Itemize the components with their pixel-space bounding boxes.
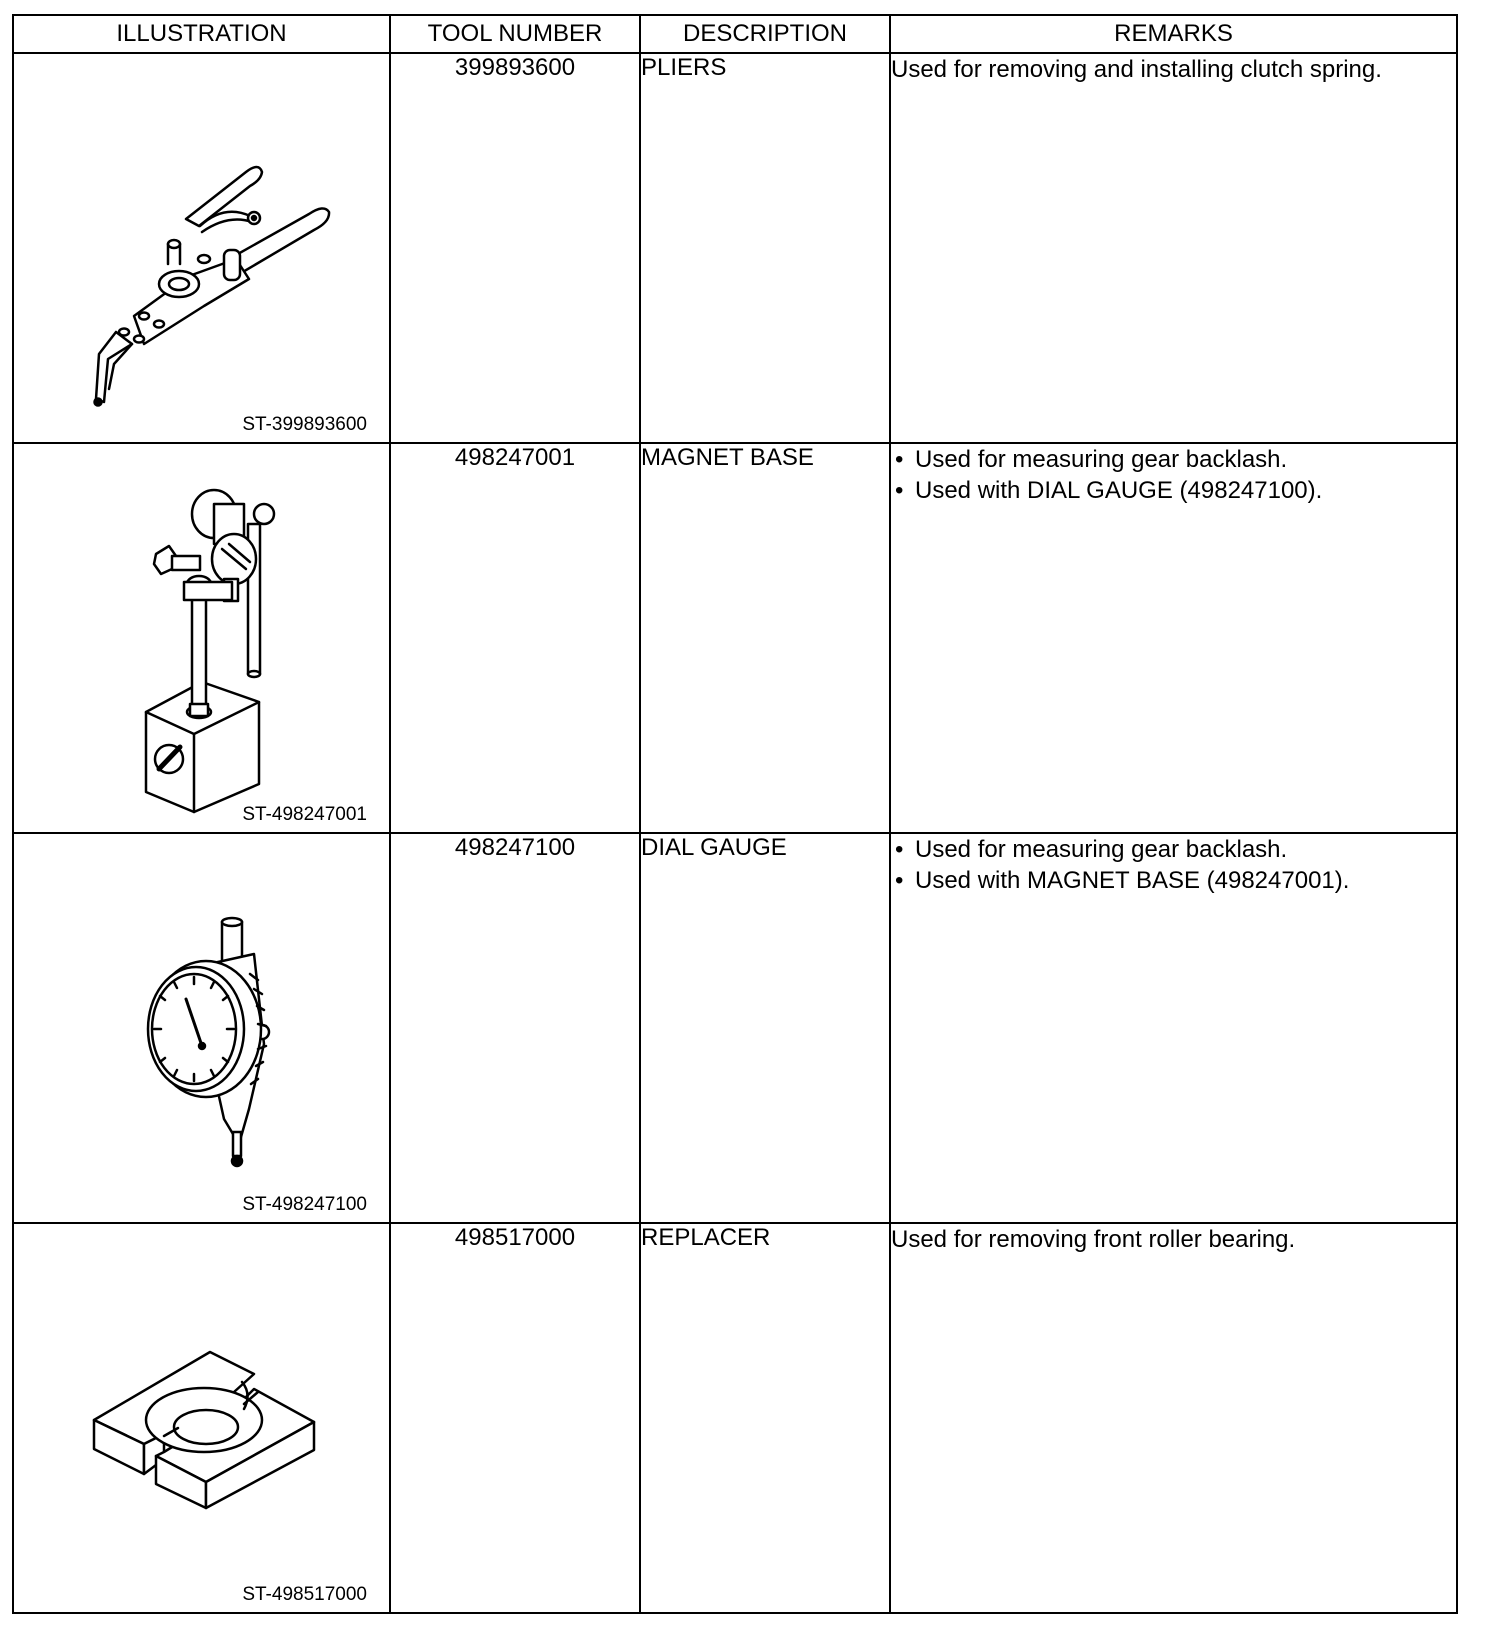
illustration-cell <box>13 443 390 833</box>
replacer-icon <box>14 1224 391 1612</box>
tool-number-cell: 498517000 <box>390 1223 640 1613</box>
tool-number-cell: 498247001 <box>390 443 640 833</box>
table-row <box>13 443 1457 833</box>
list-item: • Used for measuring gear backlash. <box>891 444 1456 475</box>
remarks-cell <box>890 53 1457 443</box>
dial-gauge-icon <box>14 834 391 1222</box>
illustration-code: ST-498247100 <box>242 1194 367 1215</box>
remark-text: Used for removing and installing clutch spring. <box>891 56 1382 83</box>
description-cell: PLIERS <box>640 53 890 443</box>
pliers-icon <box>14 54 391 442</box>
remarks-cell <box>890 833 1457 1223</box>
list-item: • Used for measuring gear backlash. <box>891 834 1456 865</box>
tool-number-cell: 498247100 <box>390 833 640 1223</box>
header-row <box>13 15 1457 53</box>
list-item: • Used with DIAL GAUGE (498247100). <box>891 475 1456 506</box>
illustration-code: ST-498247001 <box>242 804 367 825</box>
table-row <box>13 833 1457 1223</box>
remark-text: Used for removing front roller bearing. <box>891 1226 1296 1253</box>
remarks-list <box>891 444 1456 506</box>
description-cell: MAGNET BASE <box>640 443 890 833</box>
table-row <box>13 1223 1457 1613</box>
illustration-cell <box>13 1223 390 1613</box>
magnet-base-icon <box>14 444 391 832</box>
illustration-code: ST-399893600 <box>242 414 367 435</box>
description-cell: REPLACER <box>640 1223 890 1613</box>
header-tool-number: TOOL NUMBER <box>390 15 640 53</box>
special-tools-table <box>12 14 1458 1614</box>
remarks-cell <box>890 443 1457 833</box>
description-cell: DIAL GAUGE <box>640 833 890 1223</box>
remarks-list <box>891 834 1456 896</box>
list-item: • Used with MAGNET BASE (498247001). <box>891 865 1456 896</box>
header-illustration: ILLUSTRATION <box>13 15 390 53</box>
tool-number-cell: 399893600 <box>390 53 640 443</box>
illustration-cell <box>13 833 390 1223</box>
illustration-code: ST-498517000 <box>242 1584 367 1605</box>
table-row <box>13 53 1457 443</box>
header-description: DESCRIPTION <box>640 15 890 53</box>
header-remarks: REMARKS <box>890 15 1457 53</box>
remarks-cell <box>890 1223 1457 1613</box>
illustration-cell <box>13 53 390 443</box>
